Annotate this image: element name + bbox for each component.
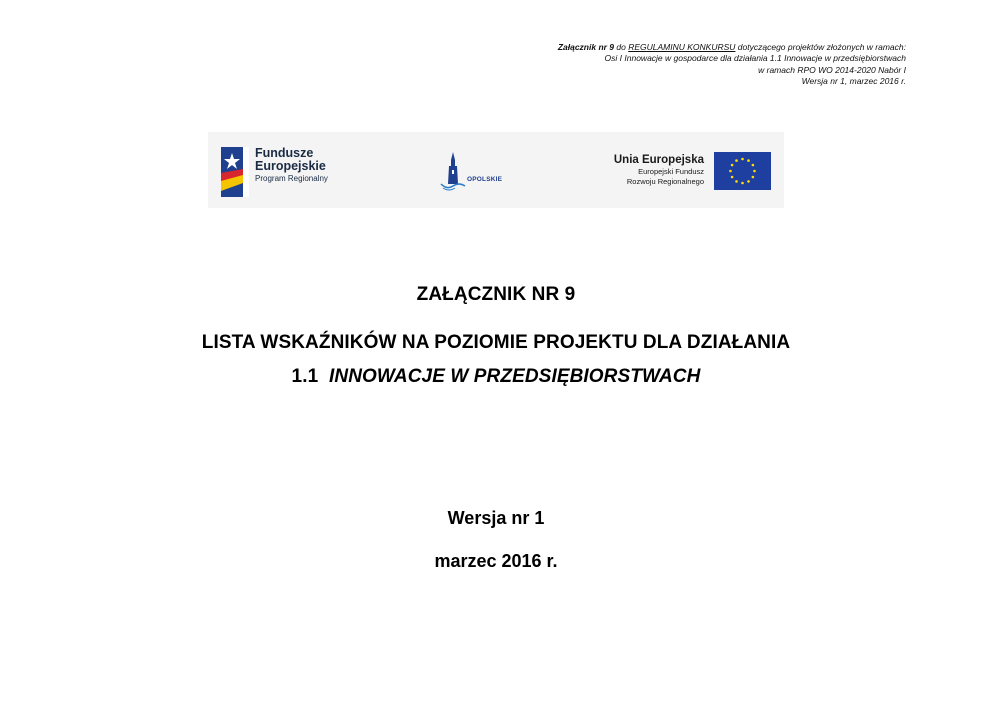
eu-star-icon — [729, 170, 732, 173]
attachment-title: ZAŁĄCZNIK NR 9 — [416, 284, 576, 305]
header-note-line2: Osi I Innowacje w gospodarce dla działania 1.1 Innowacje w przedsiębiorstwach — [604, 53, 906, 64]
measure-number: 1.1 — [291, 366, 330, 387]
header-note-line1 — [558, 42, 906, 53]
eu-star-icon — [752, 164, 755, 167]
eu-star-icon — [741, 182, 744, 185]
fundusze-line2: Europejskie — [255, 159, 326, 173]
measure-name: INNOWACJE W PRZEDSIĘBIORSTWACH — [329, 366, 701, 387]
unia-sub2: Rozwoju Regionalnego — [626, 176, 704, 186]
document-version: Wersja nr 1 — [447, 508, 545, 528]
unia-europejska-text — [604, 153, 704, 186]
eu-star-icon — [735, 180, 738, 183]
fundusze-europejskie-logo — [221, 147, 351, 197]
eu-flag-icon — [714, 152, 771, 190]
header-note-connector: do — [614, 42, 629, 52]
list-title: LISTA WSKAŹNIKÓW NA POZIOMIE PROJEKTU DLA DZIAŁANIA — [201, 332, 791, 353]
eu-star-icon — [731, 176, 734, 179]
eu-star-icon — [741, 158, 744, 161]
measure-title — [0, 366, 992, 388]
opolskie-logo — [437, 150, 527, 192]
eu-star-icon — [747, 180, 750, 183]
eu-star-icon — [747, 159, 750, 162]
eu-star-icon — [735, 159, 738, 162]
eu-star-icon — [753, 170, 756, 173]
header-note-line4: Wersja nr 1, marzec 2016 r. — [801, 76, 906, 87]
header-note — [558, 42, 906, 88]
opolskie-tower-icon — [437, 150, 467, 192]
regulation-reference: REGULAMINU KONKURSU — [628, 42, 736, 52]
attachment-number: Załącznik nr 9 — [557, 42, 615, 52]
fundusze-line1: Fundusze — [255, 146, 314, 160]
opolskie-label: OPOLSKIE — [467, 176, 503, 183]
header-note-line3: w ramach RPO WO 2014-2020 Nabór I — [758, 64, 906, 75]
logo-strip — [208, 132, 784, 208]
document-date: marzec 2016 r. — [434, 551, 558, 571]
eu-star-icon — [731, 164, 734, 167]
header-note-line1-rest: dotyczącego projektów złożonych w ramach: — [735, 42, 906, 52]
unia-sub1: Europejski Fundusz — [638, 167, 704, 176]
unia-title: Unia Europejska — [613, 154, 704, 166]
fundusze-subtitle: Program Regionalny — [255, 174, 328, 183]
fundusze-europejskie-icon — [221, 147, 249, 197]
eu-star-icon — [752, 176, 755, 179]
